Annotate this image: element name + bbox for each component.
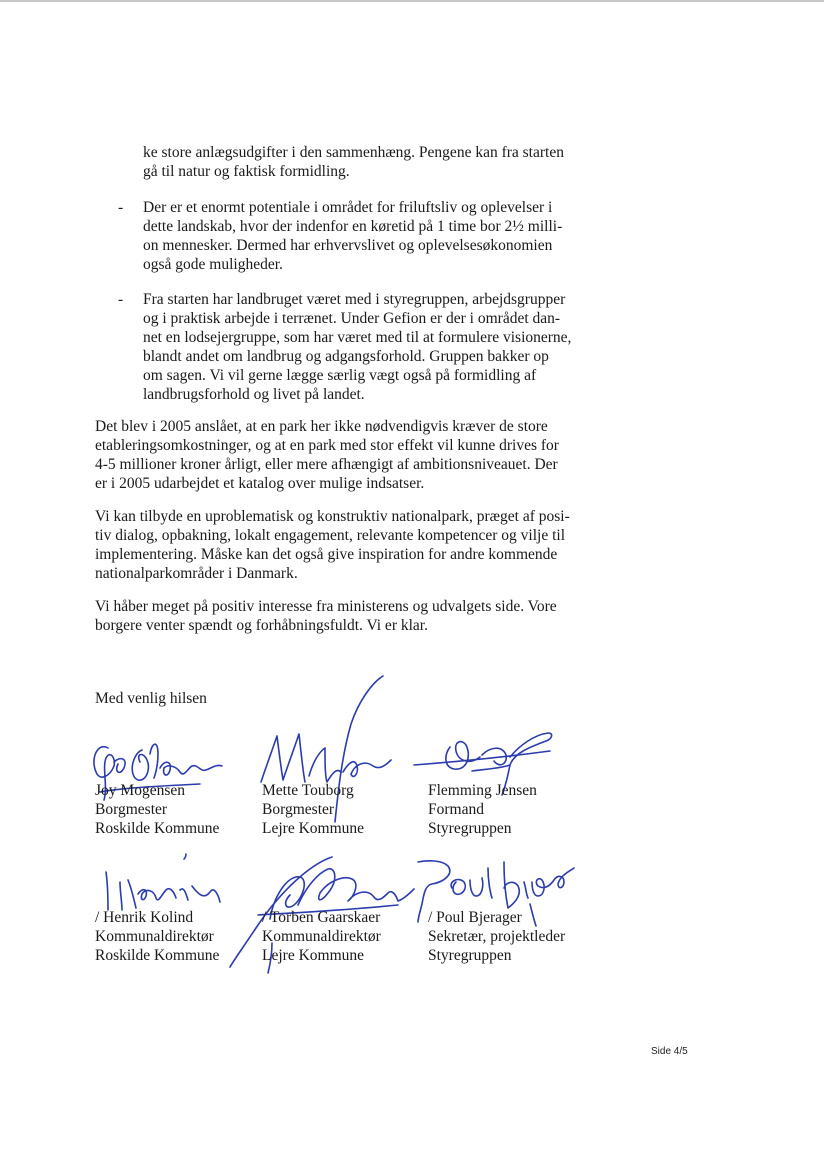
text-line: er i 2005 udarbejdet et katalog over mulige indsatser. [95, 475, 425, 492]
signatory-title: Kommunaldirektør [95, 928, 214, 945]
text-line: etableringsomkostninger, og at en park med stor effekt vil kunne drives for [95, 437, 559, 454]
text-line: nationalparkområder i Danmark. [95, 565, 298, 582]
page-number: Side 4/5 [651, 1046, 688, 1057]
signatory-org: Roskilde Kommune [95, 820, 220, 837]
body-paragraph [95, 417, 559, 493]
bullet-dash: - [118, 291, 124, 308]
text-line: Det blev i 2005 anslået, at en park her ikke nødvendigvis kræver de store [95, 418, 548, 435]
text-line: gå til natur og faktisk formidling. [143, 163, 350, 180]
text-line: ke store anlægsudgifter i den sammenhæng. Pengene kan fra starten [143, 144, 564, 161]
text-line: net en lodsejergruppe, som har været med til at formulere visionerne, [143, 329, 572, 346]
signatory-name: / Torben Gaarskaer [262, 909, 381, 926]
signatory-flemming-jensen [428, 781, 537, 838]
signatory-name: Joy Mogensen [95, 782, 185, 799]
text-line: implementering. Måske kan det også give inspiration for andre kommende [95, 546, 558, 563]
signatory-org: Lejre Kommune [262, 820, 365, 837]
signatory-name: Mette Touborg [262, 782, 354, 799]
text-line: 4-5 millioner kroner årligt, eller mere afhængigt af ambitionsniveauet. Der [95, 456, 558, 473]
bullet-item [143, 290, 571, 404]
body-paragraph [95, 507, 570, 583]
text-line: landbrugsforhold og livet på landet. [143, 386, 365, 403]
signatory-title: Sekretær, projektleder [428, 928, 566, 945]
bullet-item [143, 198, 562, 274]
signatory-title: Formand [428, 801, 484, 818]
signatory-joy-mogensen [95, 781, 219, 838]
signatory-title: Borgmester [95, 801, 168, 818]
signatory-name: Flemming Jensen [428, 782, 537, 799]
text-line: Der er et enormt potentiale i området for friluftsliv og oplevelser i [143, 199, 553, 216]
text-line: dette landskab, hvor der indenfor en køretid på 1 time bor 2½ milli- [143, 218, 563, 235]
signatory-torben-gaarskaer [262, 908, 381, 965]
signatory-org: Styregruppen [428, 820, 512, 837]
top-edge-line [0, 0, 824, 2]
text-line: også gode muligheder. [143, 256, 283, 273]
text-line: on mennesker. Dermed har erhvervslivet og oplevelsesøkonomien [143, 237, 553, 254]
text-line: om sagen. Vi vil gerne lægge særlig vægt også på formidling af [143, 367, 537, 384]
signatory-title: Borgmester [262, 801, 335, 818]
signatory-mette-touborg [262, 781, 364, 838]
signatory-org: Styregruppen [428, 947, 512, 964]
body-paragraph [95, 597, 557, 635]
bullet-dash: - [118, 199, 124, 216]
continuation-text [143, 143, 564, 181]
signatory-title: Kommunaldirektør [262, 928, 381, 945]
signatory-poul-bjerager [428, 908, 565, 965]
signatory-henrik-kolind [95, 908, 219, 965]
signatory-name: / Poul Bjerager [428, 909, 522, 926]
text-line: tiv dialog, opbakning, lokalt engagement, relevante kompetencer og vilje til [95, 527, 566, 544]
text-line: blandt andet om landbrug og adgangsforhold. Gruppen bakker op [143, 348, 549, 365]
signatory-name: / Henrik Kolind [95, 909, 194, 926]
text-line: borgere venter spændt og forhåbningsfuldt. Vi er klar. [95, 617, 428, 634]
closing-salutation: Med venlig hilsen [95, 690, 207, 707]
signatory-org: Roskilde Kommune [95, 947, 220, 964]
text-line: og i praktisk arbejde i terrænet. Under Gefion er der i området dan- [143, 310, 561, 327]
signatory-org: Lejre Kommune [262, 947, 365, 964]
text-line: Vi håber meget på positiv interesse fra ministerens og udvalgets side. Vore [95, 598, 557, 615]
text-line: Fra starten har landbruget været med i styregruppen, arbejdsgrupper [143, 291, 566, 308]
text-line: Vi kan tilbyde en uproblematisk og konstruktiv nationalpark, præget af posi- [95, 508, 570, 525]
